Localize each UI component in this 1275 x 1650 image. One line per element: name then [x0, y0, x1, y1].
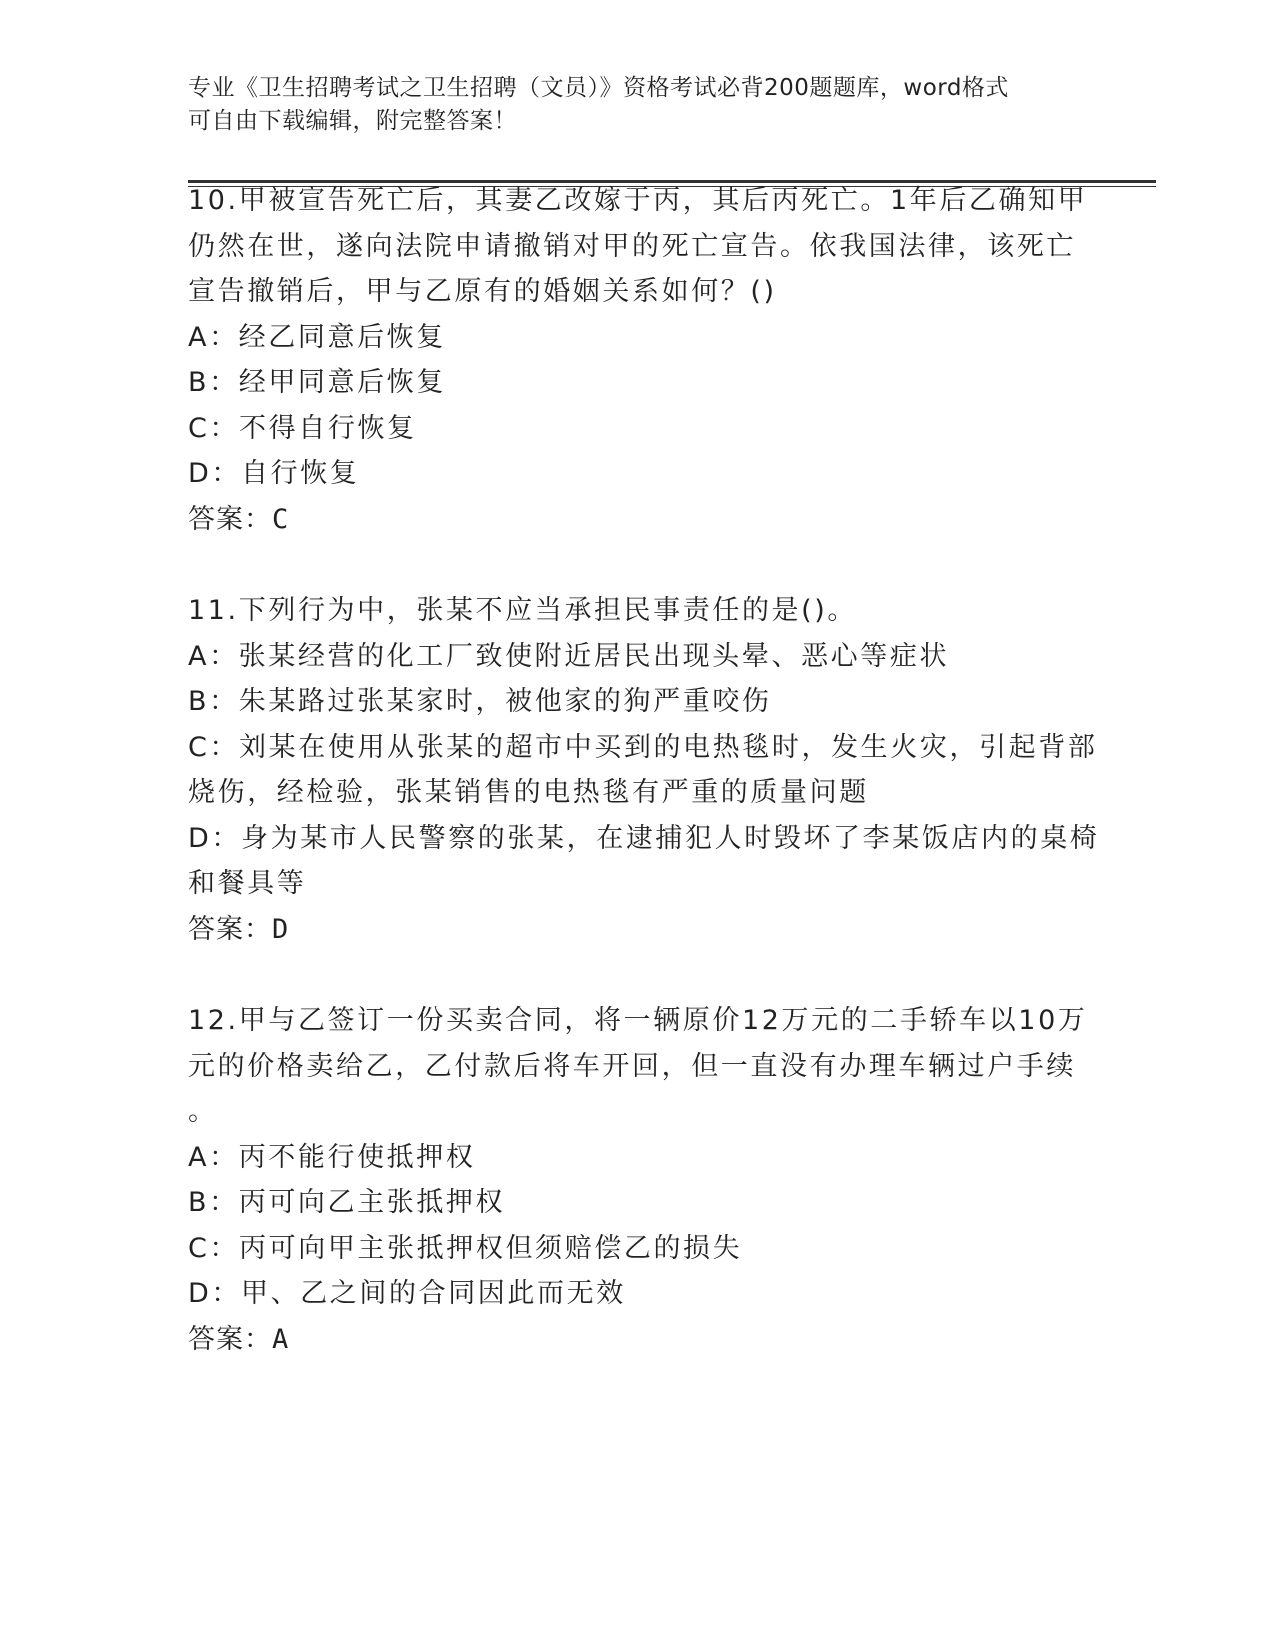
option-c: C：丙可向甲主张抵押权但须赔偿乙的损失	[188, 1232, 743, 1264]
answer-value: C	[272, 503, 290, 535]
answer-line	[188, 1317, 1088, 1363]
question-stem-line: 11.下列行为中，张某不应当承担民事责任的是()。	[188, 595, 858, 626]
option-c: C：刘某在使用从张某的超市中买到的电热毯时，发生火灾，引起背部	[188, 731, 1098, 763]
option-c: C：不得自行恢复	[188, 412, 417, 444]
question-stem-line: 12.甲与乙签订一份买卖合同，将一辆原价12万元的二手轿车以10万	[188, 1005, 1088, 1036]
option-c-continued: 烧伤，经检验，张某销售的电热毯有严重的质量问题	[188, 777, 869, 808]
answer-label: 答案：	[188, 503, 272, 535]
answer-label: 答案：	[188, 913, 272, 945]
header-line-1: 专业《卫生招聘考试之卫生招聘（文员）》资格考试必背200题题库，word格式	[188, 75, 1009, 101]
option-d: D：身为某市人民警察的张某，在逮捕犯人时毁坏了李某饭店内的桌椅	[188, 822, 1100, 854]
question-stem-line: 仍然在世，遂向法院申请撤销对甲的死亡宣告。依我国法律，该死亡	[188, 230, 1076, 262]
option-d: D：自行恢复	[188, 458, 360, 489]
option-a: A：经乙同意后恢复	[188, 321, 446, 353]
answer-value: D	[272, 913, 290, 945]
option-a: A：丙不能行使抵押权	[188, 1141, 476, 1173]
option-d: D：甲、乙之间的合同因此而无效	[188, 1278, 626, 1309]
question-11	[188, 588, 1100, 952]
question-stem-line: 10.甲被宣告死亡后，其妻乙改嫁于丙，其后丙死亡。1年后乙确知甲	[188, 185, 1088, 216]
answer-label: 答案：	[188, 1323, 272, 1355]
option-b: B：朱某路过张某家时，被他家的狗严重咬伤	[188, 686, 772, 717]
option-a: A：张某经营的化工厂致使附近居民出现头晕、恶心等症状	[188, 640, 950, 672]
answer-value: A	[272, 1323, 290, 1355]
question-stem-line: 。	[188, 1096, 218, 1127]
question-stem-line: 宣告撤销后，甲与乙原有的婚姻关系如何？()	[188, 276, 777, 307]
question-12	[188, 998, 1088, 1362]
answer-line	[188, 907, 1088, 953]
option-b: B：经甲同意后恢复	[188, 367, 446, 398]
header-line-2: 可自由下载编辑，附完整答案！	[188, 108, 517, 134]
answer-line	[188, 497, 1088, 543]
option-d-continued: 和餐具等	[188, 868, 307, 899]
question-10	[188, 178, 1088, 542]
question-stem-line: 元的价格卖给乙，乙付款后将车开回，但一直没有办理车辆过户手续	[188, 1050, 1076, 1082]
option-b: B：丙可向乙主张抵押权	[188, 1187, 506, 1218]
page-header	[188, 72, 1088, 138]
